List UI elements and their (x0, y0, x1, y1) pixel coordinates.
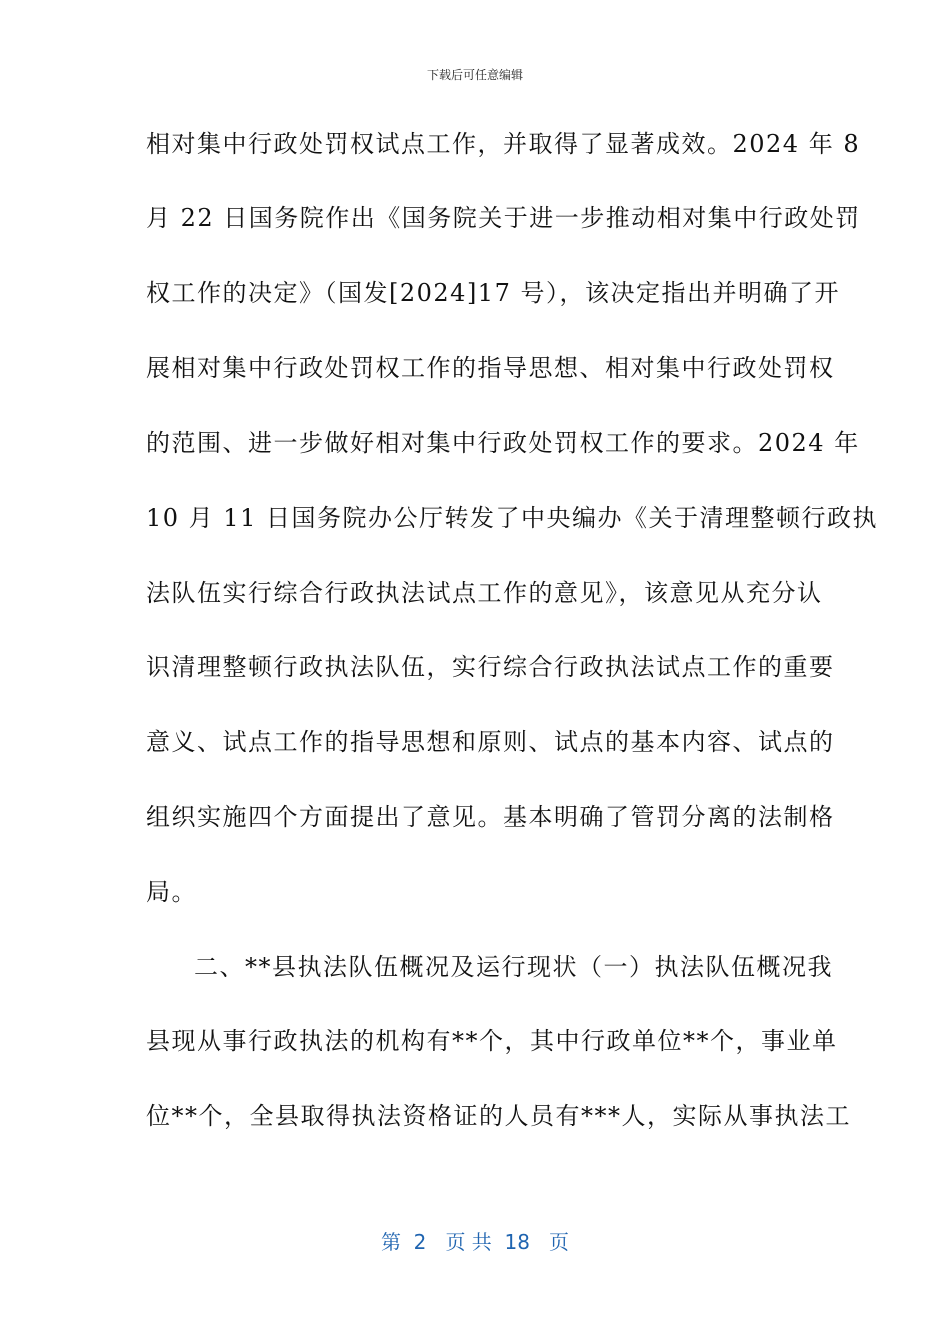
text-line: 10 月 11 日国务院办公厅转发了中央编办《关于清理整顿行政执 (146, 504, 878, 532)
section-heading-line: 二、**县执法队伍概况及运行现状（一）执法队伍概况我 (194, 953, 833, 981)
text-line: 权工作的决定》（国发[2024]17 号），该决定指出并明确了开 (146, 279, 840, 307)
text-line: 月 22 日国务院作出《国务院关于进一步推动相对集中行政处罚 (146, 204, 861, 232)
text-line: 相对集中行政处罚权试点工作，并取得了显著成效。2024 年 8 (146, 130, 861, 158)
text-line: 位**个，全县取得执法资格证的人员有***人，实际从事执法工 (146, 1102, 851, 1130)
text-line: 法队伍实行综合行政执法试点工作的意见》，该意见从充分认 (146, 579, 823, 607)
text-line: 局。 (146, 878, 197, 906)
text-line: 的范围、进一步做好相对集中行政处罚权工作的要求。2024 年 (146, 429, 860, 457)
text-line: 组织实施四个方面提出了意见。基本明确了管罚分离的法制格 (146, 803, 835, 831)
text-line: 展相对集中行政处罚权工作的指导思想、相对集中行政处罚权 (146, 354, 835, 382)
text-line: 县现从事行政执法的机构有**个，其中行政单位**个，事业单 (146, 1027, 838, 1055)
text-line: 意义、试点工作的指导思想和原则、试点的基本内容、试点的 (146, 728, 835, 756)
page-header: 下载后可任意编辑 (426, 68, 523, 82)
page-number-footer: 第 2 页 共 18 页 (380, 1230, 570, 1254)
text-line: 识清理整顿行政执法队伍，实行综合行政执法试点工作的重要 (146, 653, 835, 681)
